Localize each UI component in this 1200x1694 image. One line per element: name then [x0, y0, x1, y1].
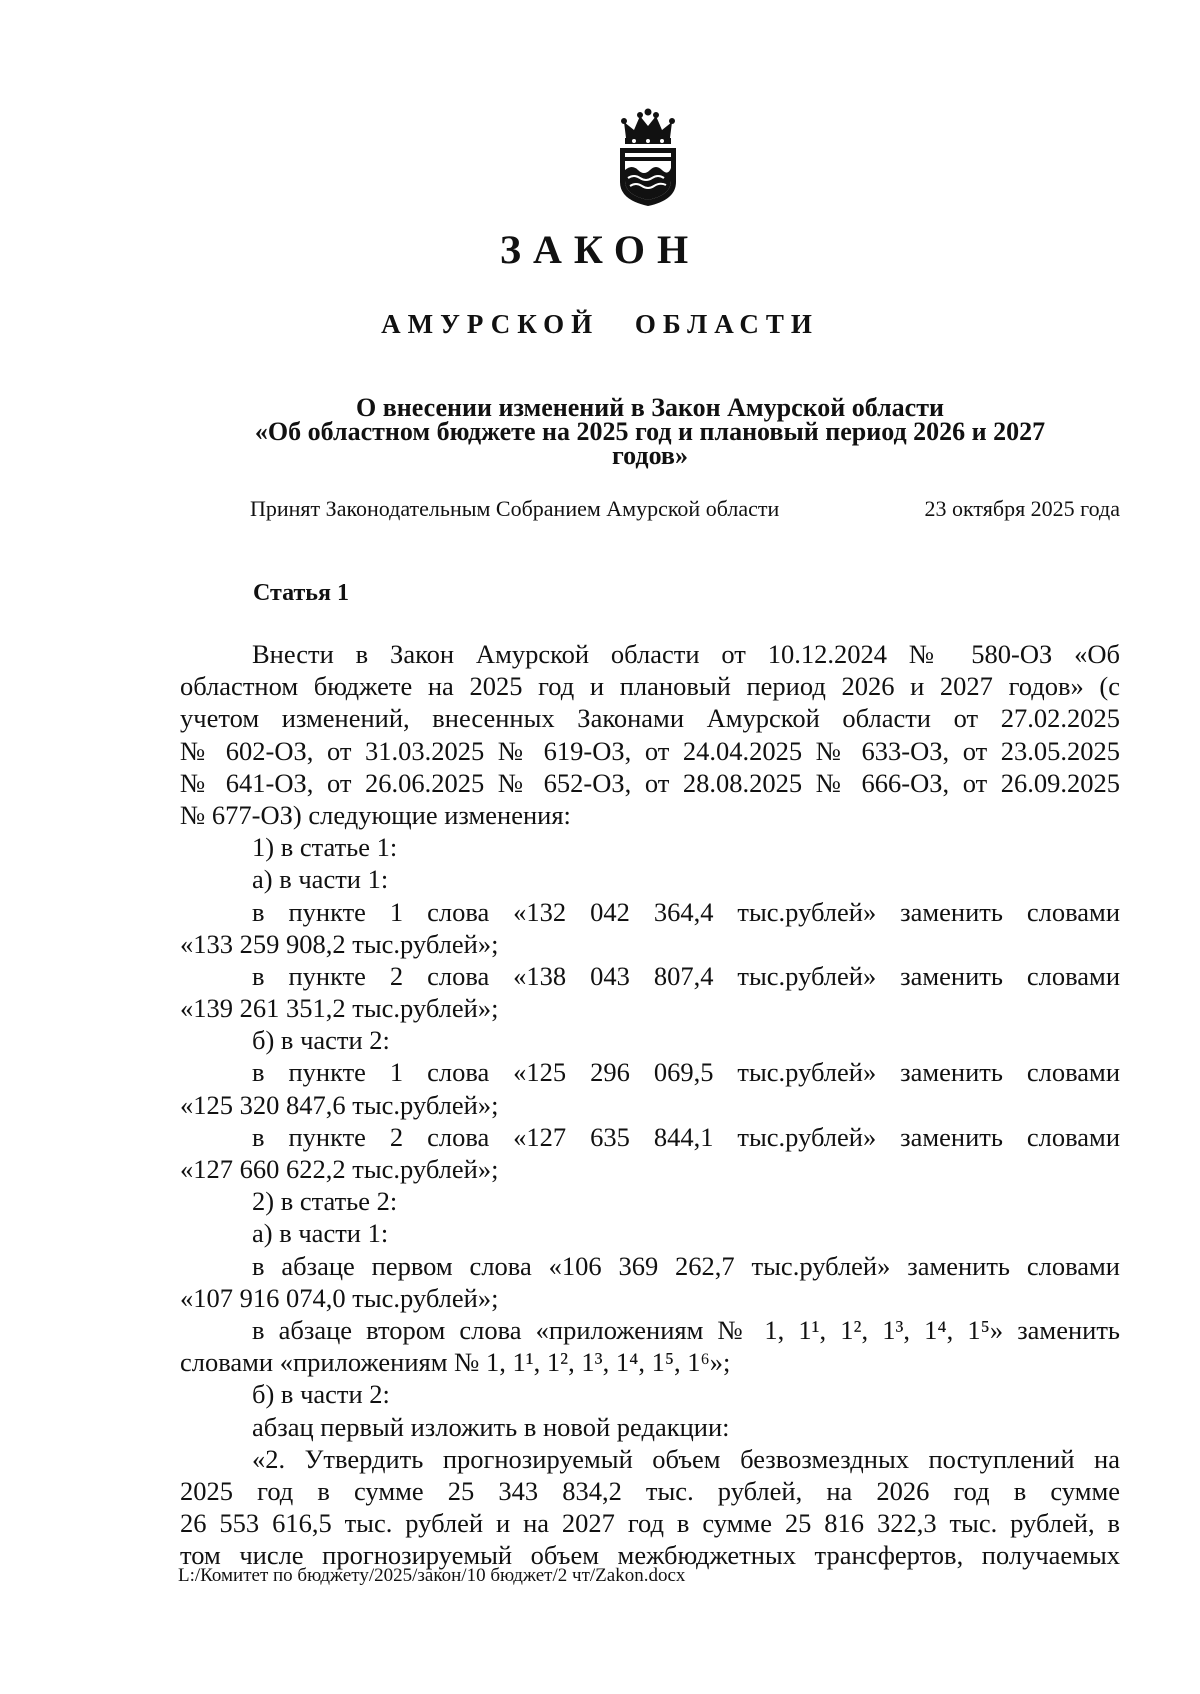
amur-region-coat-of-arms-icon	[612, 108, 684, 208]
body-line: «107 916 074,0 тыс.рублей»;	[180, 1282, 499, 1313]
body-line: б) в части 2:	[252, 1025, 390, 1056]
document-subtitle: АМУРСКОЙ ОБЛАСТИ	[381, 309, 819, 339]
body-line: б) в части 2:	[252, 1379, 390, 1410]
article-heading: Статья 1	[253, 580, 349, 606]
document-title: ЗАКОН	[499, 227, 701, 272]
body-line: 2) в статье 2:	[252, 1186, 398, 1217]
law-name	[200, 393, 1100, 470]
body-line: 2025 год в сумме 25 343 834,2 тыс. рублей, на 2026 год в сумме	[180, 1475, 1120, 1506]
body-line: № 641-ОЗ, от 26.06.2025 № 652-ОЗ, от 28.08.2025 № 666-ОЗ, от 26.09.2025	[180, 767, 1120, 798]
body-line: областном бюджете на 2025 год и плановый период 2026 и 2027 годов» (с	[180, 671, 1120, 702]
body-line: абзац первый изложить в новой редакции:	[252, 1411, 730, 1442]
body-line: в абзаце втором слова «приложениям № 1, 1¹, 1², 1³, 1⁴, 1⁵» заменить	[252, 1314, 1120, 1345]
law-name-line: «Об областном бюджете на 2025 год и плановый период 2026 и 2027	[254, 417, 1046, 446]
body-line: 26 553 616,5 тыс. рублей и на 2027 год в сумме 25 816 322,3 тыс. рублей, в	[180, 1508, 1120, 1539]
footer-file-path: L:/Комитет по бюджету/2025/закон/10 бюджет/2 чт/Zakon.docx	[178, 1565, 686, 1586]
body-line: «139 261 351,2 тыс.рублей»;	[180, 993, 499, 1024]
body-line: Внести в Закон Амурской области от 10.12.2024 № 580-ОЗ «Об	[252, 639, 1120, 669]
body-line: «2. Утвердить прогнозируемый объем безвозмездных поступлений на	[252, 1443, 1120, 1474]
body-line: в пункте 1 слова «125 296 069,5 тыс.рублей» заменить словами	[252, 1057, 1120, 1088]
body-line: в пункте 2 слова «138 043 807,4 тыс.рублей» заменить словами	[252, 960, 1120, 991]
body-line: «133 259 908,2 тыс.рублей»;	[180, 928, 499, 959]
body-line: учетом изменений, внесенных Законами Амурской области от 27.02.2025	[180, 703, 1120, 734]
body-line: в пункте 1 слова «132 042 364,4 тыс.рублей» заменить словами	[252, 896, 1120, 927]
body-line: 1) в статье 1:	[252, 832, 398, 863]
body-line: «125 320 847,6 тыс.рублей»;	[180, 1089, 499, 1120]
body-line: в пункте 2 слова «127 635 844,1 тыс.рублей» заменить словами	[252, 1121, 1120, 1152]
body-line: том числе прогнозируемый объем межбюджетных трансфертов, получаемых	[180, 1540, 1120, 1571]
body-line: а) в части 1:	[252, 864, 389, 895]
body-line: в абзаце первом слова «106 369 262,7 тыс.рублей» заменить словами	[252, 1250, 1120, 1281]
law-name-line: годов»	[612, 441, 688, 470]
article-body	[180, 638, 1120, 1571]
body-line: «127 660 622,2 тыс.рублей»;	[180, 1154, 499, 1184]
body-line: № 677-ОЗ) следующие изменения:	[180, 799, 571, 830]
body-line: № 602-ОЗ, от 31.03.2025 № 619-ОЗ, от 24.04.2025 № 633-ОЗ, от 23.05.2025	[180, 735, 1120, 766]
adopted-by: Принят Законодательным Собранием Амурской области	[250, 496, 780, 521]
body-line: а) в части 1:	[252, 1218, 389, 1249]
law-name-line: О внесении изменений в Закон Амурской области	[356, 393, 944, 422]
body-line: словами «приложениям № 1, 1¹, 1², 1³, 1⁴, 1⁵, 1⁶»;	[180, 1347, 731, 1378]
adoption-date: 23 октября 2025 года	[924, 496, 1120, 521]
